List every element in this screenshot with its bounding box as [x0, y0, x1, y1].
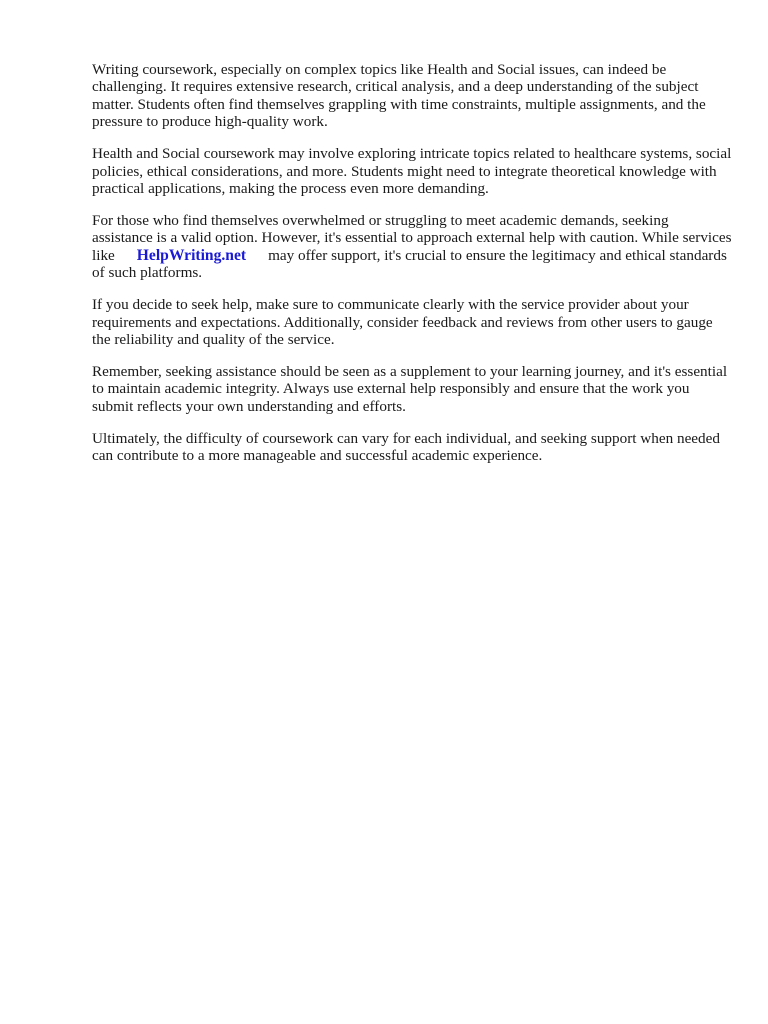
paragraph-communicate: If you decide to seek help, make sure to communicate clearly with the service provider about your requirements and expectations. Additionally, consider feedback and reviews from other users to gauge the reliability and quality of the service.: [92, 296, 713, 349]
paragraph-assistance: [92, 212, 732, 282]
paragraph-integrity: Remember, seeking assistance should be seen as a supplement to your learning journey, and it's essential to maintain academic integrity. Always use external help responsibly and ensure that the work you submit reflects your own understanding and efforts.: [92, 363, 728, 415]
paragraph-conclusion: Ultimately, the difficulty of coursework can vary for each individual, and seeking support when needed can contribute to a more manageable and successful academic experience.: [92, 429, 720, 465]
paragraph-assistance-after: may offer support, it's crucial to ensure the legitimacy and ethical standards of such platforms.: [92, 246, 727, 282]
paragraph-topics: Health and Social coursework may involve exploring intricate topics related to healthcare systems, social policies, ethical considerations, and more. Students might need to integrate theoretical knowledge with practical applications, making the process even more demanding.: [92, 145, 732, 198]
paragraph-intro: Writing coursework, especially on complex topics like Health and Social issues, can indeed be challenging. It requires extensive research, critical analysis, and a deep understanding of the subject matter. Students often find themselves grappling with time constraints, multiple assignments, and the pressure to produce high-quality work.: [92, 61, 706, 131]
document-page: [92, 61, 732, 479]
paragraph-assistance-before: For those who find themselves overwhelmed or struggling to meet academic demands, seeking assistance is a valid option. However, it's essential to approach external help with caution. While services like: [92, 212, 732, 264]
helpwriting-link[interactable]: HelpWriting.net: [136, 246, 247, 264]
